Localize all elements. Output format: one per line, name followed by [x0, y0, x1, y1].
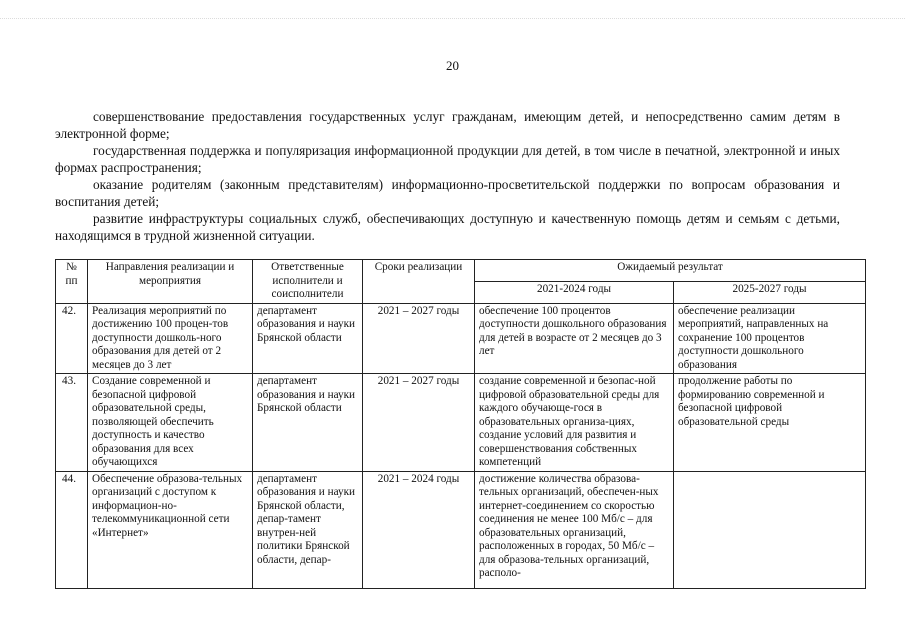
row-period: 2021 – 2027 годы	[363, 303, 475, 374]
row-number: 42.	[56, 303, 88, 374]
row-result-2021-2024: обеспечение 100 процентов доступности дошкольного образования для детей в возрасте от 2 месяцев до 3 лет	[475, 303, 674, 374]
row-period: 2021 – 2024 годы	[363, 471, 475, 588]
scan-artifact-line	[0, 18, 905, 23]
header-result-2025-2027: 2025-2027 годы	[674, 281, 866, 303]
row-number: 43.	[56, 374, 88, 472]
row-result-2021-2024	[475, 471, 674, 588]
row-direction: Обеспечение образова-тельных организаций с доступом к информацион-но- телекоммуникационной сети «Интернет»	[88, 471, 253, 588]
intro-paragraph: государственная поддержка и популяризация информационной продукции для детей, в том числе в печатной, электронной и иных формах распространения;	[55, 143, 840, 175]
row-responsible	[253, 471, 363, 588]
table-row	[56, 303, 866, 374]
row-direction: Создание современной и безопасной цифровой образовательной среды, позволяющей обеспечить доступность и качество образования для всех обучающихся	[88, 374, 253, 472]
intro-text	[55, 108, 840, 244]
intro-paragraph: оказание родителям (законным представителям) информационно-просветительской поддержки по вопросам образования и воспитания детей;	[55, 177, 840, 209]
table-row	[56, 374, 866, 472]
page-number: 20	[446, 58, 459, 73]
row-period: 2021 – 2027 годы	[363, 374, 475, 472]
row-result-2025-2027: продолжение работы по формированию современной и безопасной цифровой образовательной среды	[674, 374, 866, 472]
row-number: 44.	[56, 471, 88, 588]
header-result-2021-2024: 2021-2024 годы	[475, 281, 674, 303]
measures-table	[55, 259, 866, 589]
row-result-2021-2024-text: достижение количества образова-тельных организаций, обеспечен-ных интернет-соединением со скоростью соединения не менее 100 Мб/с – для образовательных организаций, расположенных в городах, 50 Мб/с – для образова-тельных организаций, располо-	[479, 472, 659, 579]
row-result-2025-2027: обеспечение реализации мероприятий, направленных на сохранение 100 процентов доступности дошкольного образования	[674, 303, 866, 374]
row-responsible: департамент образования и науки Брянской области	[253, 374, 363, 472]
header-direction: Направления реализации и мероприятия	[88, 260, 253, 304]
header-result: Ожидаемый результат	[475, 260, 866, 282]
header-period: Сроки реализации	[363, 260, 475, 304]
table-row	[56, 471, 866, 588]
intro-paragraph: развитие инфраструктуры социальных служб, обеспечивающих доступную и качественную помощь детям и семьям с детьми, находящимся в трудной жизненной ситуации.	[55, 211, 840, 243]
row-direction: Реализация мероприятий по достижению 100 процен-тов доступности дошколь-ного образования для детей от 2 месяцев до 3 лет	[88, 303, 253, 374]
row-result-2021-2024: создание современной и безопас-ной цифровой образовательной среды для каждого обучающе-гося в образовательных организа-циях, создание условий для развития и совершенствования собственных компетенций	[475, 374, 674, 472]
row-result-2025-2027	[674, 471, 866, 588]
header-num: № пп	[56, 260, 88, 304]
intro-paragraph: совершенствование предоставления государственных услуг гражданам, имеющим детей, и непосредственно самим детям в электронной форме;	[55, 109, 840, 141]
header-responsible: Ответственные исполнители и соисполнители	[253, 260, 363, 304]
row-responsible-text: департамент образования и науки Брянской области, депар-тамент внутрен-ней политики Брянской области, депар-	[257, 472, 355, 566]
table-header-row	[56, 260, 866, 282]
row-responsible: департамент образования и науки Брянской области	[253, 303, 363, 374]
